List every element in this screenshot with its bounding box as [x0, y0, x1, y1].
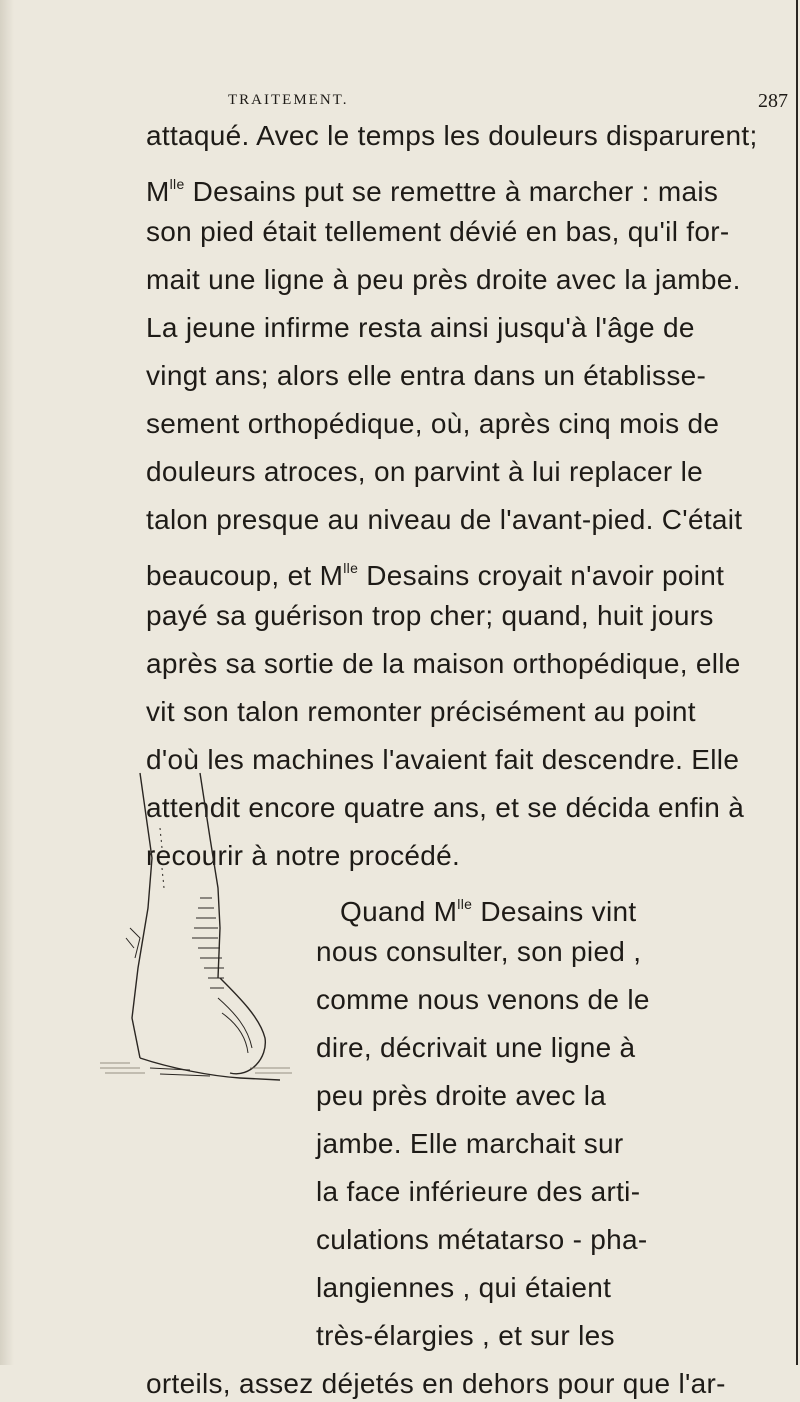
page-gutter-shadow	[0, 0, 14, 1365]
text-line-25: langiennes , qui étaient	[316, 1272, 612, 1303]
text-line-19: comme nous venons de le	[316, 984, 650, 1015]
foot-illustration	[100, 768, 295, 1088]
page-number: 287	[758, 90, 788, 112]
text-line-17: Quand $M^{lle}$ Desains vint	[340, 896, 637, 927]
text-line-1: attaqué. Avec le temps les douleurs disparurent;	[146, 120, 758, 151]
text-line-5: La jeune infirme resta ainsi jusqu'à l'âge de	[146, 312, 695, 343]
text-line-6: vingt ans; alors elle entra dans un établisse-	[146, 360, 707, 391]
text-line-24: culations métatarso - pha-	[316, 1224, 648, 1255]
text-line-7: sement orthopédique, où, après cinq mois de	[146, 408, 720, 439]
mlle-abbrev: $M^{lle}$	[319, 560, 359, 591]
text-line-11: payé sa guérison trop cher; quand, huit jours	[146, 600, 714, 631]
text-line-3: son pied était tellement dévié en bas, qu'il for-	[146, 216, 730, 247]
mlle-abbrev: $M^{lle}$	[146, 176, 185, 207]
text-line-27: orteils, assez déjetés en dehors pour que l'ar-	[146, 1368, 726, 1399]
text-line-14: d'où les machines l'avaient fait descendre. Elle	[146, 744, 740, 775]
text-line-21: peu près droite avec la	[316, 1080, 607, 1111]
text-line-12: après sa sortie de la maison orthopédique, elle	[146, 648, 741, 679]
text-line-16: recourir à notre procédé.	[146, 840, 461, 871]
text-line-4: mait une ligne à peu près droite avec la jambe.	[146, 264, 741, 295]
text-line-8: douleurs atroces, on parvint à lui replacer le	[146, 456, 703, 487]
text-line-26: très-élargies , et sur les	[316, 1320, 615, 1351]
running-title: TRAITEMENT.	[228, 92, 349, 108]
text-line-22: jambe. Elle marchait sur	[316, 1128, 624, 1159]
text-line-18: nous consulter, son pied ,	[316, 936, 642, 967]
text-line-23: la face inférieure des arti-	[316, 1176, 641, 1207]
text-line-20: dire, décrivait une ligne à	[316, 1032, 636, 1063]
text-line-9: talon presque au niveau de l'avant-pied. C'était	[146, 504, 743, 535]
mlle-abbrev: $M^{lle}$	[433, 896, 473, 927]
text-line-2: $M^{lle}$ Desains put se remettre à marcher : mais	[146, 176, 719, 207]
text-line-15: attendit encore quatre ans, et se décida enfin à	[146, 792, 745, 823]
text-line-13: vit son talon remonter précisément au point	[146, 696, 696, 727]
page-right-edge	[796, 0, 798, 1365]
text-line-10: beaucoup, et $M^{lle}$ Desains croyait n'avoir point	[146, 560, 725, 591]
